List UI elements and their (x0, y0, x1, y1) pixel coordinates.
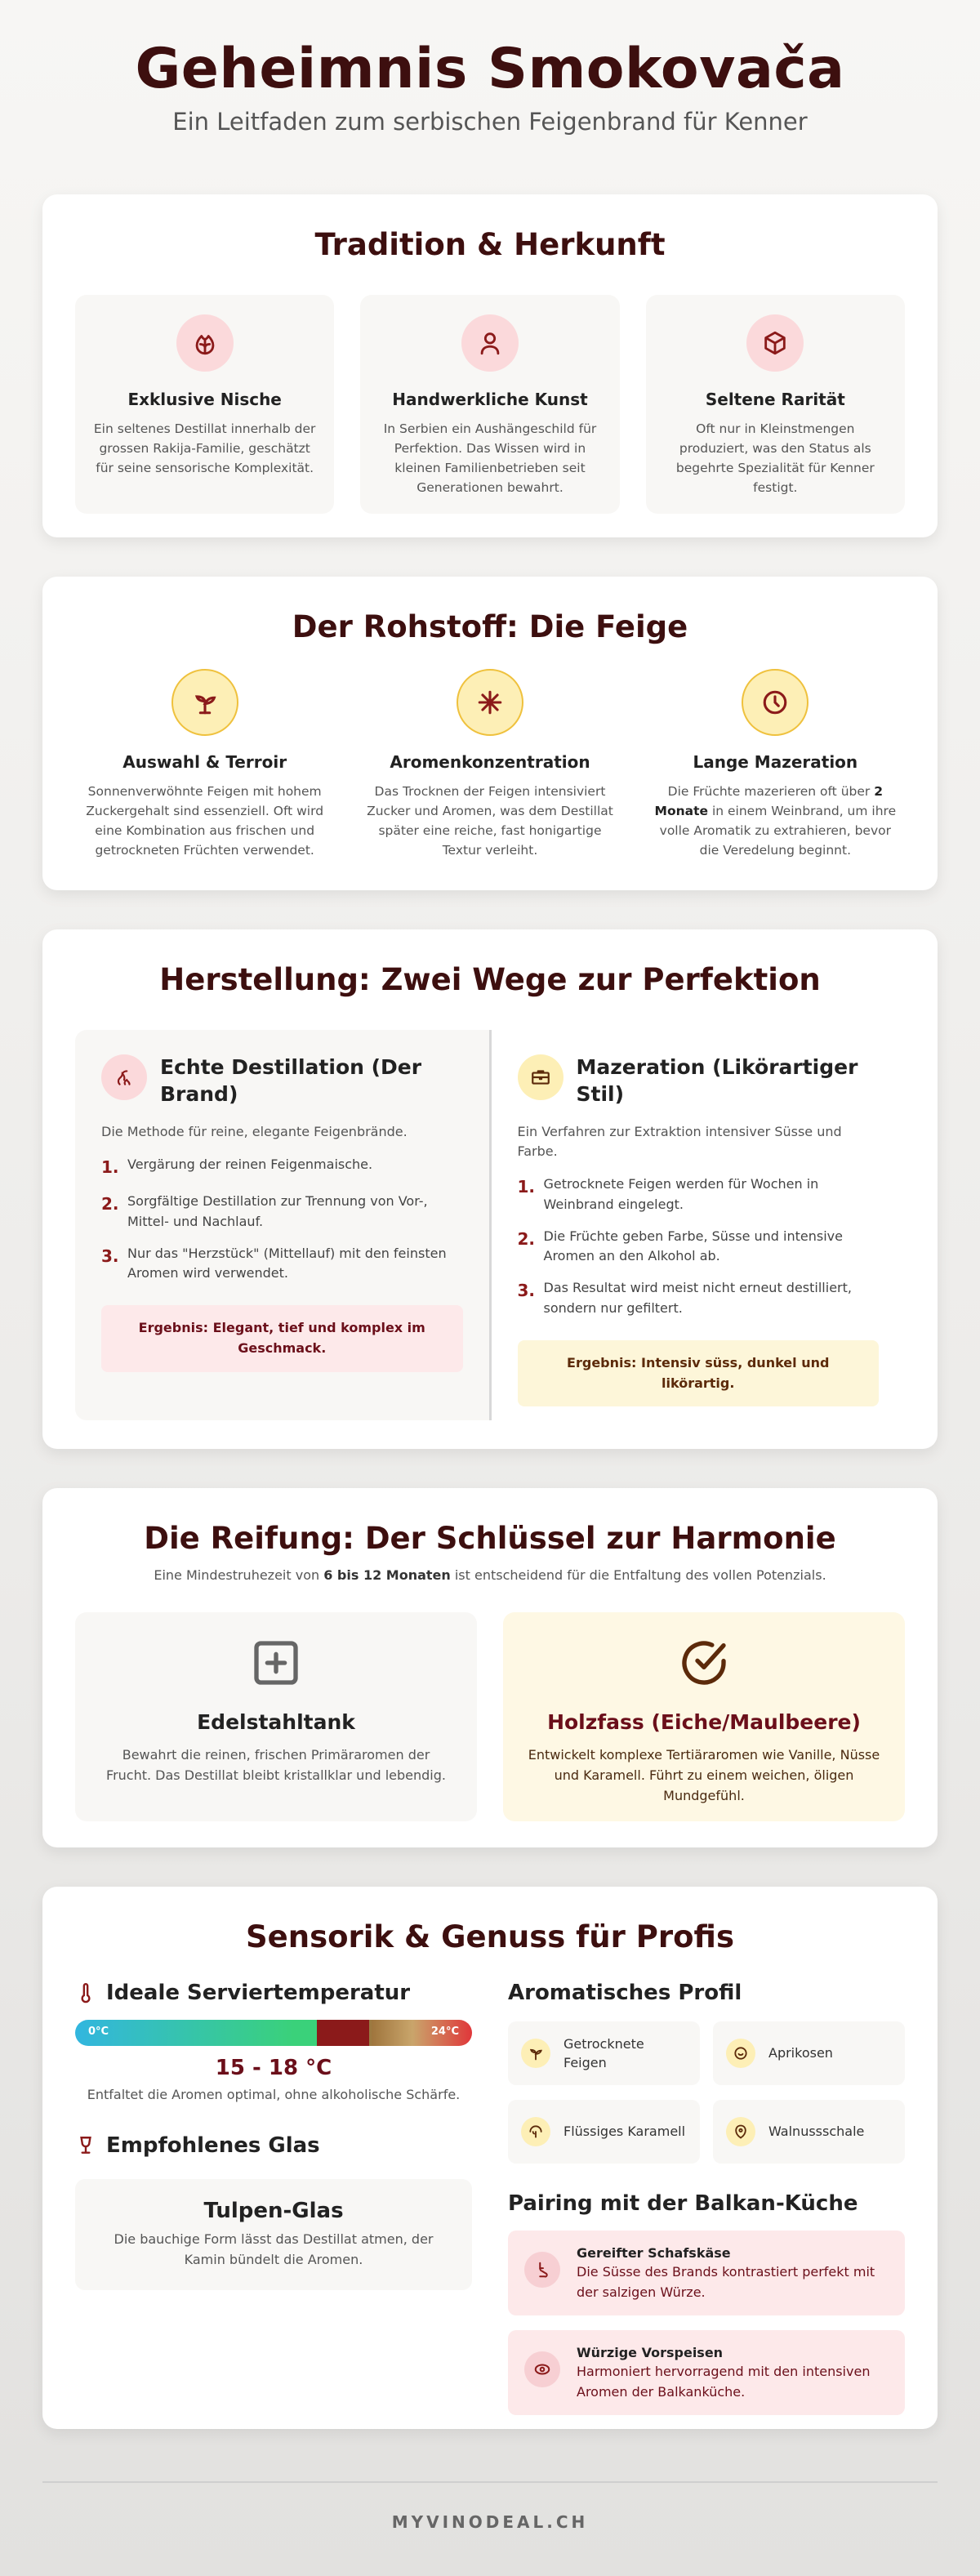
card-title: Edelstahltank (197, 1710, 355, 1734)
item-text: Sonnenverwöhnte Feigen mit hohem Zuckergehalt sind essenziell. Oft wird eine Kombination aus frischen und getrockneten Früchten verwendet. (86, 784, 324, 858)
list-item: 2. Die Früchte geben Farbe, Süsse und intensive Aromen an den Alkohol ab. (517, 1228, 843, 1264)
section-title: Die Reifung: Der Schlüssel zur Harmonie (144, 1521, 836, 1556)
apricot-icon (726, 2039, 755, 2068)
appetizer-icon (524, 2351, 560, 2387)
list-item: 1. Getrocknete Feigen werden für Wochen in Weinbrand eingelegt. (517, 1176, 819, 1212)
column-intro: Die Methode für reine, elegante Feigenbrände. (101, 1124, 408, 1139)
item-title: Aromenkonzentration (390, 752, 590, 772)
card-text: Bewahrt die reinen, frischen Primäraromen der Frucht. Das Destillat bleibt kristallklar und lebendig. (106, 1747, 446, 1783)
page-subtitle: Ein Leitfaden zum serbischen Feigenbrand für Kenner (172, 107, 808, 136)
raw-item (646, 669, 905, 860)
pairing-card (508, 2330, 905, 2415)
result-box: Ergebnis: Elegant, tief und komplex im Geschmack. (101, 1305, 463, 1372)
aroma-heading: Aromatisches Profil (508, 1981, 742, 2005)
section-title: Sensorik & Genuss für Profis (246, 1919, 734, 1954)
pairing-heading: Pairing mit der Balkan-Küche (508, 2191, 858, 2216)
card-text: Entwickelt komplexe Tertiäraromen wie Vanille, Nüsse und Karamell. Führt zu einem weichen, öligen Mundgefühl. (528, 1747, 880, 1803)
steps-list (518, 1174, 880, 1319)
item-title: Auswahl & Terroir (122, 752, 287, 772)
aroma-item: Flüssiges Karamell (508, 2100, 700, 2164)
tradition-card (646, 295, 905, 514)
cheese-icon (524, 2252, 560, 2288)
plus-square-icon (250, 1637, 302, 1689)
column-title: Mazeration (Likörartiger Stil) (576, 1055, 858, 1106)
list-item: 3. Nur das "Herzstück" (Mittellauf) mit den feinsten Aromen wird verwendet. (101, 1245, 447, 1281)
glass-heading: Empfohlenes Glas (106, 2133, 320, 2158)
item-text: Das Trocknen der Feigen intensiviert Zucker und Aromen, was dem Destillat später eine reiche, fast honigartige Textur verleiht. (367, 784, 613, 858)
raw-item (75, 669, 334, 860)
fig-leaf-icon (176, 314, 234, 372)
page-title: Geheimnis Smokovača (135, 37, 845, 101)
tradition-card (360, 295, 619, 514)
card-title: Handwerkliche Kunst (392, 390, 588, 409)
page-footer (42, 2481, 938, 2532)
list-item: 2. Sorgfältige Destillation zur Trennung von Vor-, Mittel- und Nachlauf. (101, 1193, 428, 1229)
temperature-heading: Ideale Serviertemperatur (106, 1981, 411, 2005)
temp-max-label: 24°C (430, 2026, 459, 2038)
sensory-section (42, 1887, 938, 2429)
maceration-column (492, 1030, 906, 1420)
aroma-item: Aprikosen (713, 2021, 905, 2085)
temp-min-label: 0°C (88, 2026, 109, 2038)
list-item: 3. Das Resultat wird meist nicht erneut destilliert, sondern nur gefiltert. (517, 1280, 852, 1316)
raw-material-section (42, 577, 938, 890)
production-section (42, 929, 938, 1449)
card-text: Oft nur in Kleinstmengen produziert, was den Status als begehrte Spezialität für Kenner festigt. (675, 421, 875, 496)
section-subtitle: Eine Mindestruhezeit von 6 bis 12 Monaten ist entscheidend für die Entfaltung des vollen Potenzials. (154, 1567, 826, 1583)
person-icon (461, 314, 519, 372)
column-title: Echte Destillation (Der Brand) (160, 1055, 422, 1106)
column-intro: Ein Verfahren zur Extraktion intensiver Süsse und Farbe. (517, 1124, 842, 1159)
sprout-icon (172, 669, 238, 736)
result-box: Ergebnis: Intensiv süss, dunkel und likörartig. (518, 1340, 880, 1407)
temperature-value: 15 - 18 °C (215, 2056, 332, 2080)
thermometer-icon (75, 1981, 96, 2004)
item-text: Die Früchte mazerieren oft über 2 Monate in einem Weinbrand, um ihre volle Aromatik zu extrahieren, bevor die Veredelung beginnt. (654, 784, 897, 858)
raw-item (360, 669, 619, 860)
maturation-section (42, 1488, 938, 1847)
section-title: Der Rohstoff: Die Feige (292, 609, 688, 644)
glass-text: Die bauchige Form lässt das Destillat atmen, der Kamin bündelt die Aromen. (114, 2231, 434, 2267)
card-title: Seltene Rarität (705, 390, 845, 409)
wine-glass-icon (75, 2134, 96, 2157)
card-title: Holzfass (Eiche/Maulbeere) (547, 1710, 861, 1734)
temperature-bar (75, 2020, 472, 2046)
box-icon (746, 314, 804, 372)
walnut-icon (726, 2117, 755, 2146)
pairing-card (508, 2231, 905, 2315)
section-title: Herstellung: Zwei Wege zur Perfektion (159, 962, 821, 997)
distill-icon (101, 1054, 147, 1100)
tradition-section (42, 194, 938, 537)
distillation-column (75, 1030, 492, 1420)
glass-name: Tulpen-Glas (203, 2199, 344, 2223)
footer-brand[interactable]: MYVINODEAL.CH (391, 2512, 589, 2532)
caramel-icon (521, 2117, 550, 2146)
aroma-list (508, 2021, 905, 2164)
wood-barrel-card (503, 1612, 905, 1821)
list-item: 1. Vergärung der reinen Feigenmaische. (101, 1157, 373, 1177)
dried-fig-icon (521, 2039, 550, 2068)
temperature-note: Entfaltet die Aromen optimal, ohne alkoholische Schärfe. (87, 2087, 461, 2102)
clock-icon (742, 669, 808, 736)
briefcase-icon (518, 1054, 564, 1100)
steps-list (101, 1155, 463, 1284)
temperature-range-highlight (317, 2020, 368, 2046)
tradition-card (75, 295, 334, 514)
check-circle-icon (678, 1637, 730, 1689)
steel-tank-card (75, 1612, 477, 1821)
page-header (0, 0, 980, 194)
card-text: In Serbien ein Aushängeschild für Perfektion. Das Wissen wird in kleinen Familienbetrieben seit Generationen bewahrt. (383, 421, 597, 496)
card-title: Exklusive Nische (127, 390, 282, 409)
pairing-text: Harmoniert hervorragend mit den intensiven Aromen der Balkanküche. (577, 2364, 871, 2400)
item-title: Lange Mazeration (693, 752, 858, 772)
glass-card (75, 2179, 472, 2290)
pairing-title: Würzige Vorspeisen (577, 2345, 724, 2360)
aroma-item: Getrocknete Feigen (508, 2021, 700, 2085)
aroma-item: Walnussschale (713, 2100, 905, 2164)
pairing-title: Gereifter Schafskäse (577, 2245, 731, 2261)
sparkle-icon (457, 669, 523, 736)
card-text: Ein seltenes Destillat innerhalb der grossen Rakija-Familie, geschätzt für seine sensorische Komplexität. (93, 421, 316, 476)
section-title: Tradition & Herkunft (314, 227, 666, 262)
pairing-text: Die Süsse des Brands kontrastiert perfekt mit der salzigen Würze. (577, 2264, 875, 2300)
